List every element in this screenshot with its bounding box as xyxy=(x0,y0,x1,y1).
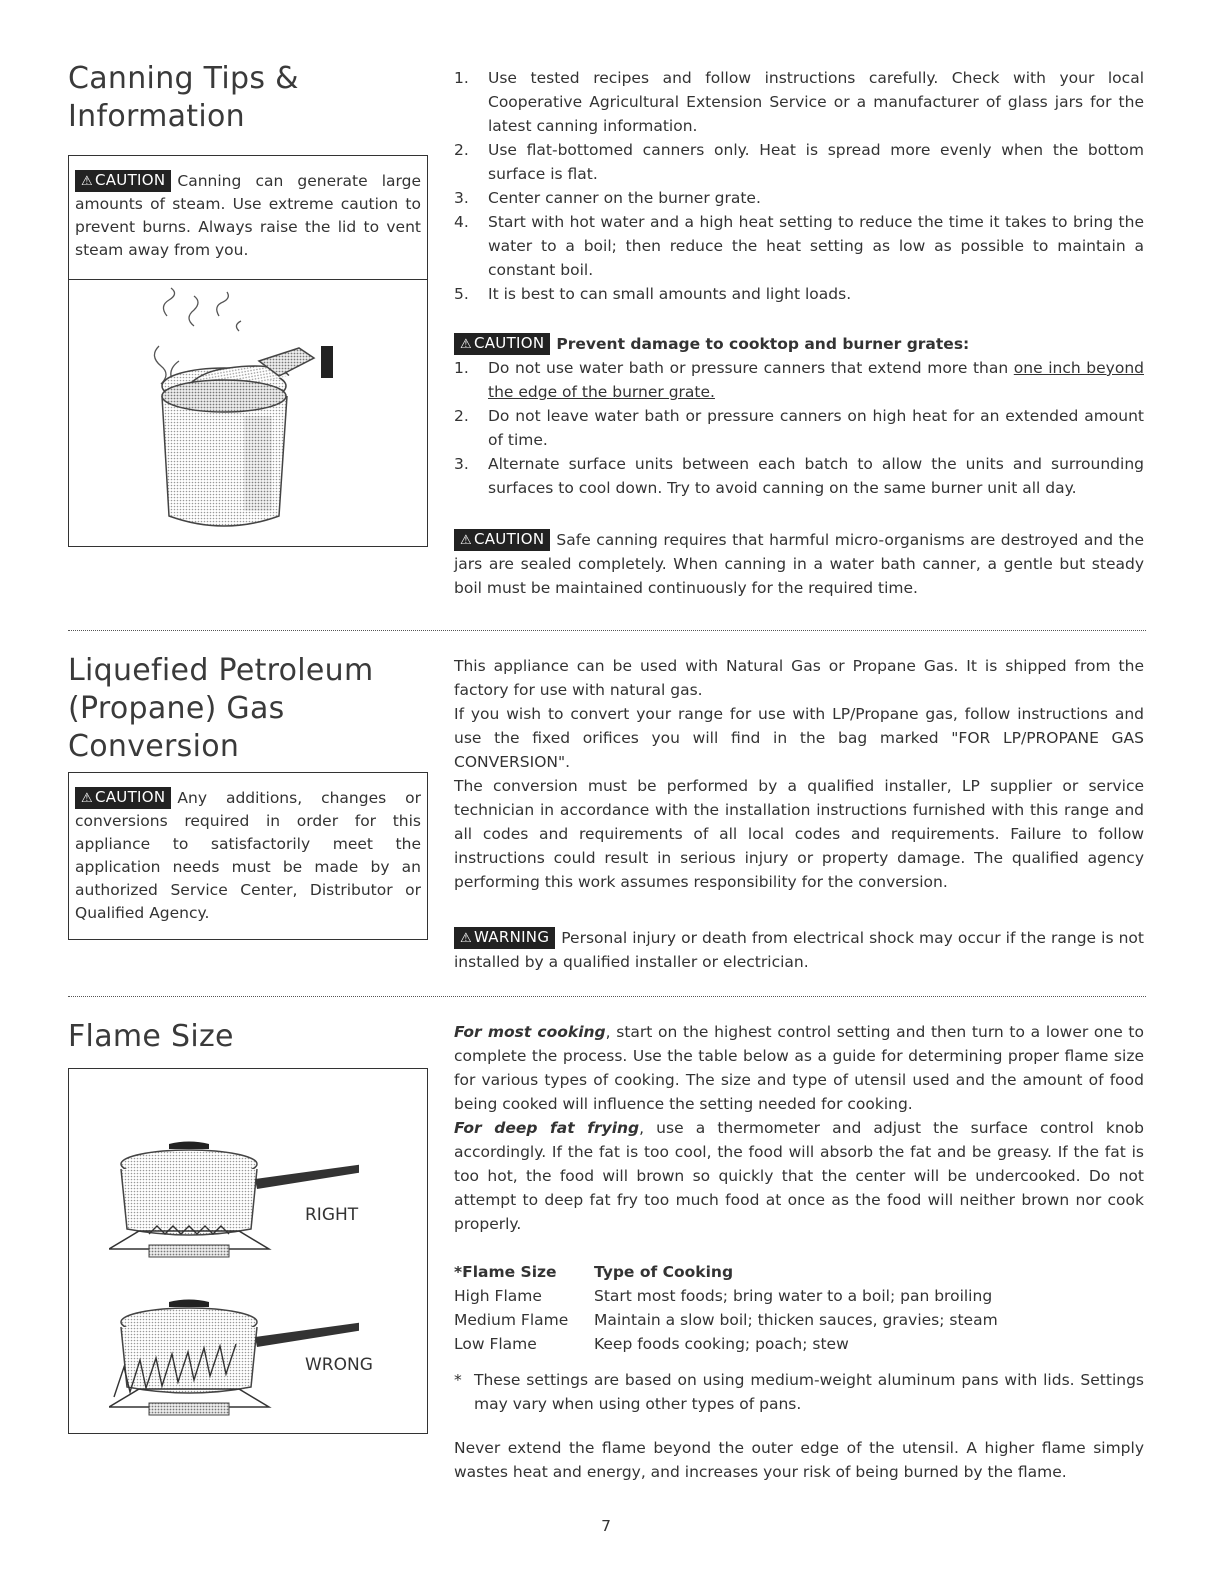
list-item xyxy=(454,186,1144,210)
step-number: 1. xyxy=(454,69,469,87)
safe-canning-caution xyxy=(454,528,1144,600)
table-cell: Keep foods cooking; poach; stew xyxy=(594,1335,849,1353)
right-label: RIGHT xyxy=(305,1205,359,1225)
warning-badge-label: WARNING xyxy=(473,928,550,946)
flame-title: Flame Size xyxy=(68,1019,234,1054)
flame-body xyxy=(454,1020,1144,1484)
canning-steps-list xyxy=(454,66,1144,306)
steaming-pot-illustration xyxy=(149,286,349,536)
flame-footnote xyxy=(454,1368,1144,1416)
caution-badge-label: CAUTION xyxy=(94,788,166,806)
list-item xyxy=(454,138,1144,186)
flame-paragraph-2 xyxy=(454,1116,1144,1236)
step-text: Do not use water bath or pressure canners that extend more than xyxy=(488,359,1014,377)
step-text: Use flat-bottomed canners only. Heat is spread more evenly when the bottom surface is flat. xyxy=(488,141,1144,183)
list-item xyxy=(454,210,1144,282)
underlined-text: one inch beyond the edge of the burner grate. xyxy=(488,359,1144,401)
lp-title-line1: Liquefied Petroleum xyxy=(68,653,374,688)
canning-steps xyxy=(454,66,1144,600)
step-text: Center canner on the burner grate. xyxy=(488,189,761,207)
lp-title-line2: (Propane) Gas xyxy=(68,691,285,726)
caution-badge xyxy=(454,333,550,355)
warning-triangle-icon: ⚠ xyxy=(460,533,472,548)
list-item xyxy=(454,452,1144,500)
step-text: Do not leave water bath or pressure canners on high heat for an extended amount of time. xyxy=(488,407,1144,449)
step-number: 2. xyxy=(454,407,469,425)
table-cell: Medium Flame xyxy=(454,1311,569,1329)
canning-title-line1: Canning Tips & xyxy=(68,61,299,96)
lp-paragraph-3: The conversion must be performed by a qualified installer, LP supplier or service technician in accordance with the installation instructions furnished with this range and all codes and requirements of all local codes and requirements. Failure to follow instructions could result in serious injury or property damage. The qualified agency performing this work assumes responsibility for the conversion. xyxy=(454,777,1144,891)
canning-caution-text: Canning can generate large amounts of steam. Use extreme caution to prevent burns. Always raise the lid to vent steam away from you. xyxy=(75,172,421,259)
section-divider xyxy=(68,996,1146,997)
warning-triangle-icon: ⚠ xyxy=(81,791,93,806)
column-header-flame-size: *Flame Size xyxy=(454,1263,557,1281)
step-number: 2. xyxy=(454,141,469,159)
caution-badge-label: CAUTION xyxy=(94,171,166,189)
step-text: Start with hot water and a high heat setting to reduce the time it takes to bring the water to a boil; then reduce the heat setting as low as possible to maintain a constant boil. xyxy=(488,213,1144,279)
lp-warning xyxy=(454,926,1144,974)
right-flame-illustration xyxy=(109,1139,359,1259)
canning-caution-box xyxy=(68,155,428,547)
step-text: It is best to can small amounts and light loads. xyxy=(488,285,852,303)
table-cell: Maintain a slow boil; thicken sauces, gravies; steam xyxy=(594,1311,998,1329)
warning-badge xyxy=(454,927,555,949)
flame-illustration-box xyxy=(68,1068,428,1434)
caution-badge xyxy=(75,170,171,192)
caution-badge-label: CAUTION xyxy=(473,334,545,352)
table-row xyxy=(454,1308,998,1332)
table-cell: Start most foods; bring water to a boil; pan broiling xyxy=(594,1287,993,1305)
canning-title-line2: Information xyxy=(68,99,245,134)
lp-caution-text-block xyxy=(75,787,421,925)
warning-triangle-icon: ⚠ xyxy=(81,174,93,189)
caution-badge xyxy=(454,529,550,551)
step-text: Alternate surface units between each batch to allow the units and surrounding surfaces to cool down. Try to avoid canning on the same burner unit all day. xyxy=(488,455,1144,497)
list-item xyxy=(454,66,1144,138)
section-divider xyxy=(68,630,1146,631)
warning-triangle-icon: ⚠ xyxy=(460,931,472,946)
canning-caution-text-block xyxy=(75,170,421,262)
column-header-type-of-cooking: Type of Cooking xyxy=(594,1263,734,1281)
footnote-star: * xyxy=(454,1371,462,1389)
caution-badge-label: CAUTION xyxy=(473,530,545,548)
lp-paragraph-2: If you wish to convert your range for use with LP/Propane gas, follow instructions and use the fixed orifices you will find in the bag marked "FOR LP/PROPANE GAS CONVERSION". xyxy=(454,705,1144,771)
flame-size-table xyxy=(454,1260,998,1356)
flame-paragraph-1 xyxy=(454,1020,1144,1116)
step-number: 5. xyxy=(454,285,469,303)
step-number: 4. xyxy=(454,213,469,231)
lp-body xyxy=(454,654,1144,974)
lp-title-line3: Conversion xyxy=(68,729,240,764)
canning-title xyxy=(68,60,299,136)
step-text: Use tested recipes and follow instructions carefully. Check with your local Cooperative Agricultural Extension Service or a manufacturer of glass jars for the latest canning information. xyxy=(488,69,1144,135)
flame-p1-text: , start on the highest control setting and then turn to a lower one to complete the process. Use the table below as a guide for determining proper flame size for various types of cooking. The size and type of utensil used and the amount of food being cooked will influence the setting needed for cooking. xyxy=(454,1023,1144,1113)
page-number: 7 xyxy=(601,1517,611,1535)
footnote-text: These settings are based on using medium-weight aluminum pans with lids. Settings may vary when using other types of pans. xyxy=(474,1371,1144,1413)
list-item xyxy=(454,282,1144,306)
step-number: 3. xyxy=(454,189,469,207)
lp-paragraph-1: This appliance can be used with Natural Gas or Propane Gas. It is shipped from the factory for use with natural gas. xyxy=(454,657,1144,699)
lp-warning-text: Personal injury or death from electrical shock may occur if the range is not installed by a qualified installer or electrician. xyxy=(454,929,1144,971)
step-number: 1. xyxy=(454,359,469,377)
table-cell: Low Flame xyxy=(454,1335,537,1353)
lp-caution-text: Any additions, changes or conversions required in order for this appliance to satisfactorily meet the application needs must be made by an authorized Service Center, Distributor or Qualified Agency. xyxy=(75,789,421,922)
table-header-row xyxy=(454,1260,998,1284)
table-row xyxy=(454,1284,998,1308)
flame-p2-text: , use a thermometer and adjust the surface control knob accordingly. If the fat is too cool, the food will absorb the fat and be greasy. If the fat is too hot, the food will brown so quickly that the center will be undercooked. Do not attempt to deep fat fry too much food at once as the food will neither brown nor cook properly. xyxy=(454,1119,1144,1233)
lp-caution-box xyxy=(68,772,428,940)
list-item xyxy=(454,404,1144,452)
caution-badge xyxy=(75,787,171,809)
list-item xyxy=(454,356,1144,404)
cooktop-caution-heading: Prevent damage to cooktop and burner grates: xyxy=(556,335,970,353)
flame-paragraph-3: Never extend the flame beyond the outer edge of the utensil. A higher flame simply wastes heat and energy, and increases your risk of being burned by the flame. xyxy=(454,1439,1144,1481)
wrong-label: WRONG xyxy=(305,1355,373,1375)
step-number: 3. xyxy=(454,455,469,473)
lp-title xyxy=(68,652,374,766)
table-cell: High Flame xyxy=(454,1287,542,1305)
flame-p1-lead: For most cooking xyxy=(454,1023,606,1041)
warning-triangle-icon: ⚠ xyxy=(460,337,472,352)
safe-canning-text: Safe canning requires that harmful micro-organisms are destroyed and the jars are sealed completely. When canning in a water bath canner, a gentle but steady boil must be maintained continuously for the required time. xyxy=(454,531,1144,597)
table-row xyxy=(454,1332,998,1356)
flame-p2-lead: For deep fat frying xyxy=(454,1119,640,1137)
cooktop-caution-list xyxy=(454,356,1144,500)
caution-box-divider xyxy=(69,279,427,280)
cooktop-caution xyxy=(454,332,1144,356)
